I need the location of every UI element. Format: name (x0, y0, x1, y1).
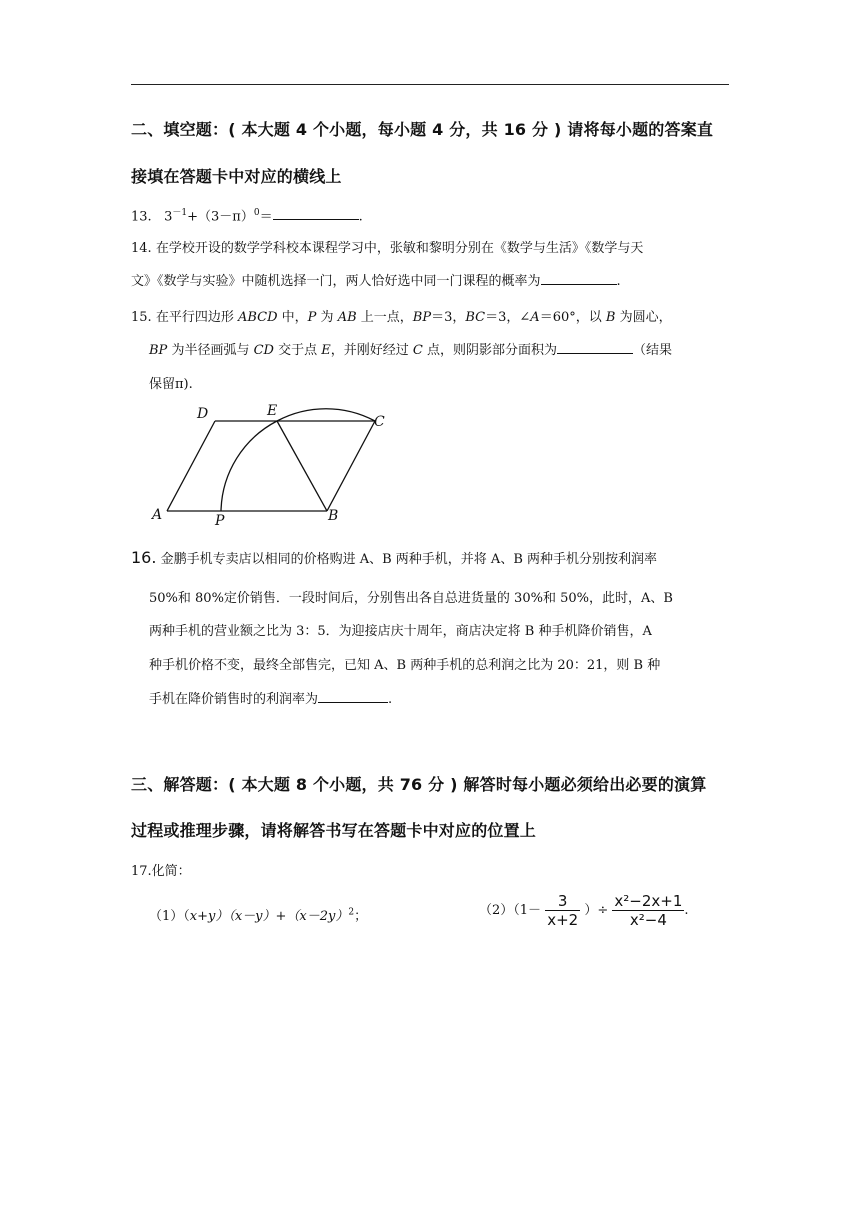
q15-text: ＝3， (431, 310, 466, 325)
q14-end: . (616, 274, 621, 289)
q15-text: 为 (316, 310, 338, 325)
q13-mid: +（3－π） (187, 209, 254, 225)
q14-answer-blank[interactable] (541, 272, 617, 285)
section3-heading-line1: 三、解答题：( 本大题 8 个小题，共 76 分 ) 解答时每小题必须给出必要的演算 (131, 775, 707, 794)
label-b: B (328, 508, 339, 524)
q13-answer-blank[interactable] (273, 207, 359, 220)
q15-var: E (321, 343, 331, 358)
q15-var: BP (412, 310, 432, 325)
fraction2-numerator: x²−2x+1 (614, 892, 683, 910)
q17-part1-label: （1）（ (149, 909, 190, 924)
label-d: D (197, 406, 209, 422)
q13-base: 3 (164, 209, 173, 225)
q16-line5-text: 手机在降价销售时的利润率为 (149, 692, 319, 707)
q17-part2-end: . (684, 903, 689, 918)
q14-line2-text: 文》《数学与实验》中随机选择一门，两人恰好选中同一门课程的概率为 (131, 274, 541, 289)
q15-text: 点，则阴影部分面积为 (422, 343, 557, 358)
q15-var: BP (149, 343, 168, 358)
q15-text: 中， (277, 310, 308, 325)
q15-answer-blank[interactable] (557, 341, 633, 354)
q15-text: ＝3，∠ (485, 310, 531, 325)
q13-exp1: －1 (172, 208, 188, 218)
question-16-line5 (149, 688, 392, 707)
q15-text: 为半径画弧与 (167, 343, 254, 358)
label-a: A (152, 507, 163, 523)
q16-answer-blank[interactable] (318, 690, 388, 703)
q15-number: 15. (131, 310, 152, 325)
question-16-line3: 两种手机的营业额之比为 3：5．为迎接店庆十周年，商店决定将 B 种手机降价销售，A (149, 624, 652, 639)
section2-heading-line1: 二、填空题：( 本大题 4 个小题，每小题 4 分，共 16 分 ) 请将每小题的答案直 (131, 120, 714, 139)
q15-text: ＝60°，以 (539, 310, 606, 325)
q16-number: 16. (131, 548, 157, 567)
fraction2-denominator: x²−4 (629, 911, 667, 929)
arc-ec (277, 409, 375, 421)
q15-var: AB (337, 310, 357, 325)
q17-part2 (479, 892, 689, 929)
label-e: E (267, 403, 278, 419)
question-14-line1 (131, 237, 643, 256)
arc-pe (221, 421, 277, 511)
question-14-line2 (131, 270, 621, 289)
segment-eb (277, 421, 327, 511)
q15-var: B (605, 310, 616, 325)
question-16-line2: 50%和 80%定价销售．一段时间后，分别售出各自总进货量的 30%和 50%，此时，A、B (149, 591, 673, 606)
question-16-line4: 种手机价格不变，最终全部售完，已知 A、B 两种手机的总利润之比为 20：21，则 B 种 (149, 658, 661, 673)
segment-cb (327, 421, 375, 511)
q13-number: 13. (131, 209, 152, 225)
q15-var: P (307, 310, 317, 325)
section3-heading-line2: 过程或推理步骤，请将解答书写在答题卡中对应的位置上 (131, 821, 537, 840)
q15-text: ，并刚好经过 (330, 343, 413, 358)
question-17-title: 17.化简： (131, 864, 191, 879)
q17-part2-mid: ）÷ (584, 903, 609, 918)
q17-part2-fraction2 (612, 892, 684, 929)
q17-part1-exp: 2 (348, 907, 355, 918)
question-13 (131, 205, 363, 224)
question-15-line2 (149, 339, 672, 358)
q17-part2-fraction1 (545, 892, 580, 929)
label-p: P (215, 513, 225, 529)
q17-part1 (149, 905, 367, 924)
q14-line1-text: 在学校开设的数学学科校本课程学习中，张敏和黎明分别在《数学与生活》《数学与天 (155, 241, 644, 256)
q15-var: ABCD (237, 310, 278, 325)
fraction1-numerator: 3 (545, 892, 580, 911)
q15-var: C (412, 343, 423, 358)
section2-heading-line2: 接填在答题卡中对应的横线上 (131, 167, 342, 186)
question-15-line3: 保留π). (149, 377, 193, 392)
q14-number: 14. (131, 241, 152, 256)
q17-part1-body: x+y）（x－y）+（x－2y） (189, 909, 349, 924)
question-15-line1 (131, 306, 672, 325)
q15-text: （结果 (632, 343, 672, 358)
label-c: C (374, 414, 385, 430)
segment-ad (167, 421, 215, 511)
q16-line1-text: 金鹏手机专卖店以相同的价格购进 A、B 两种手机，并将 A、B 两种手机分别按利润率 (160, 552, 658, 567)
q15-text: 为圆心， (615, 310, 672, 325)
q17-part1-end: ； (354, 909, 368, 924)
q15-text: 上一点， (356, 310, 413, 325)
q15-text: 交于点 (273, 343, 322, 358)
q13-exp2: 0 (253, 208, 260, 218)
q13-end: . (358, 209, 363, 225)
q15-text: 在平行四边形 (155, 310, 238, 325)
q16-end: . (388, 692, 393, 707)
q13-eq: ＝ (259, 209, 273, 225)
fraction1-denominator: x+2 (547, 911, 579, 929)
top-rule (131, 84, 729, 85)
question-16-line1 (131, 548, 657, 567)
q15-var: A (530, 310, 540, 325)
q15-var: BC (465, 310, 486, 325)
parallelogram-figure (145, 402, 405, 530)
q17-part2-label: （2）（1－ (479, 903, 542, 918)
q15-var: CD (253, 343, 274, 358)
